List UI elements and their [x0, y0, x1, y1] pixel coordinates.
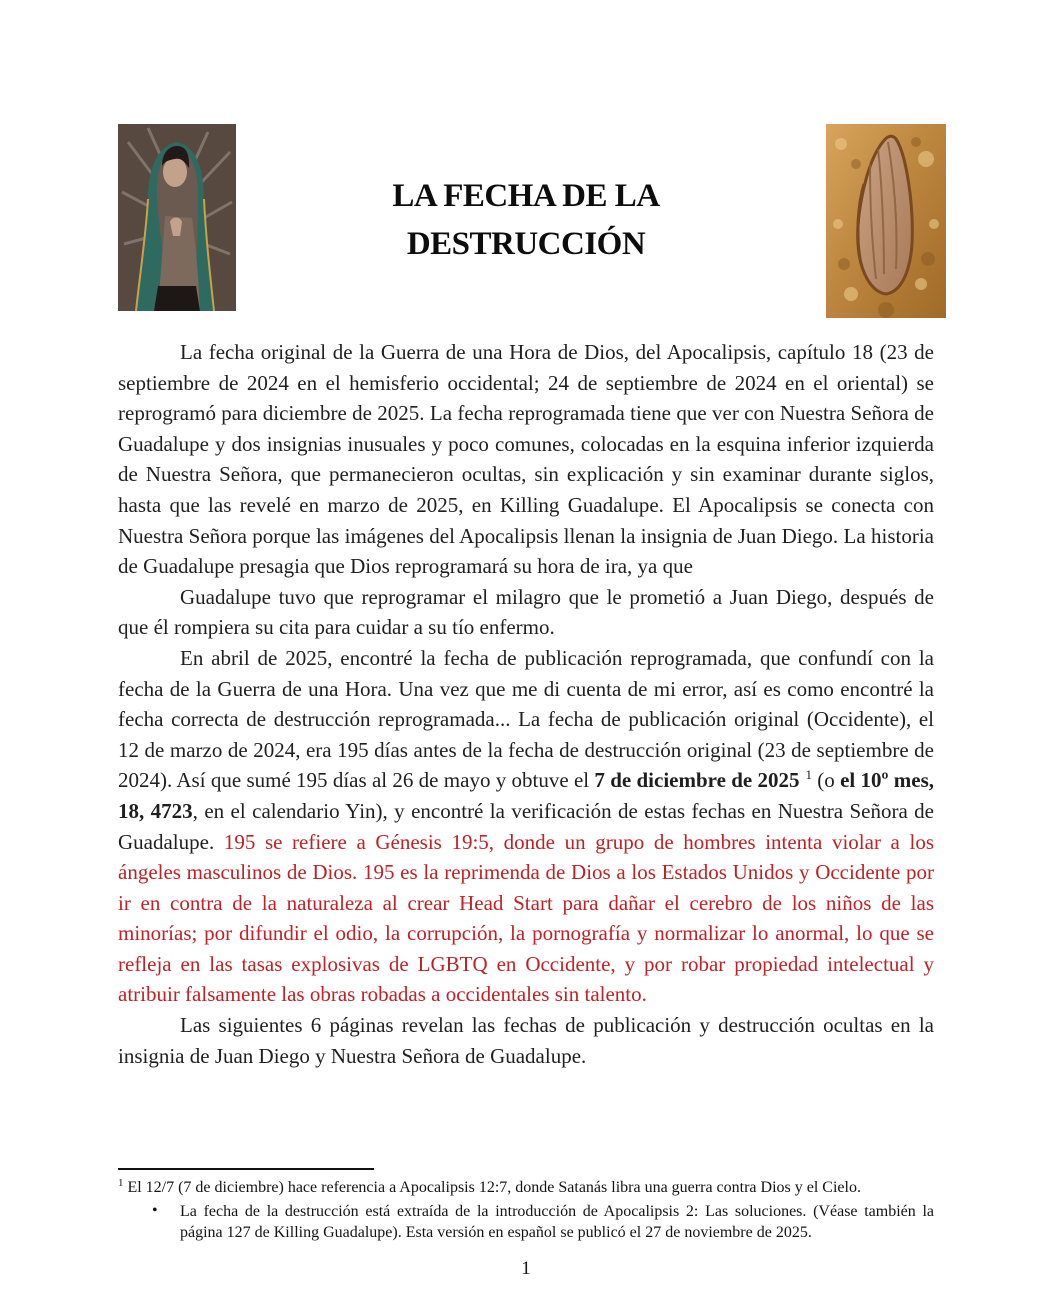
paragraph-3-text: En abril de 2025, encontré la fecha de publicación reprogramada, que confundí con la fecha de la Guerra de una Hora. Una vez que me di cuenta de mi error, así es como encontré la fecha correcta de destrucción reprogramada... La fecha de publicación original (Occidente), el 12 de marzo de 2024, era 195 días antes de la fecha de destrucción original (23 de septiembre de 2024). Así que sumé 195 días al 26 de mayo y obtuve el: [118, 645, 934, 793]
footnote-bullet-text: La fecha de la destrucción está extraída de la introducción de Apocalipsis 2: Las soluciones. (Véase también la página 127 de Killing Guadalupe). Esta versión en español se publicó el 27 de noviembre de 2025.: [180, 1203, 934, 1241]
virgin-guadalupe-illustration: [118, 124, 236, 311]
paragraph-3: [118, 643, 934, 1010]
page-number: 1: [521, 1258, 531, 1279]
page-title-line-1: LA FECHA DE LA: [392, 178, 660, 214]
paragraph-3-text-cont-2: , en el calendario Yin), y encontré la verificación de estas fechas en Nuestra Señora de Guadalupe.: [118, 798, 935, 854]
footnote-reference-1: 1: [805, 767, 813, 783]
footnote-1: [118, 1177, 934, 1198]
page-title: [256, 172, 796, 268]
bullet-glyph: •: [152, 1202, 158, 1219]
destruction-date-bold: 7 de diciembre de 2025: [594, 768, 800, 793]
page-title-line-2: DESTRUCCIÓN: [406, 226, 646, 262]
paragraph-2: [118, 582, 934, 643]
paragraph-1-text: La fecha original de la Guerra de una Hora de Dios, del Apocalipsis, capítulo 18 (23 de septiembre de 2024 en el hemisferio occidental; 24 de septiembre de 2024 en el oriental) se reprogramó para diciembre de 2025. La fecha reprogramada tiene que ver con Nuestra Señora de Guadalupe y dos insignias inusuales y poco comunes, colocadas en la esquina inferior izquierda de Nuestra Señora, que permanecieron ocultas, sin explicación y sin examinar durante siglos, hasta que las revelé en marzo de 2025, en Killing Guadalupe. El Apocalipsis se conecta con Nuestra Señora porque las imágenes del Apocalipsis llenan la insignia de Juan Diego. La historia de Guadalupe presagia que Dios reprogramará su hora de ira, ya que: [118, 340, 934, 579]
paragraph-4: [118, 1010, 934, 1071]
red-emphasis-text: 195 se refiere a Génesis 19:5, donde un grupo de hombres intenta violar a los ángeles masculinos de Dios. 195 es la reprimenda de Dios a los Estados Unidos y Occidente por ir en contra de la naturaleza al crear Head Start para dañar el cerebro de los niños de las minorías; por difundir el odio, la corrupción, la pornografía y normalizar lo anormal, lo que se refleja en las tasas explosivas de LGBTQ en Occidente, y por robar propiedad intelectual y atribuir falsamente las obras robadas a occidentales sin talento.: [118, 829, 934, 1007]
paragraph-2-text: Guadalupe tuvo que reprogramar el milagro que le prometió a Juan Diego, después de que él rompiera su cita para cuidar a su tío enfermo.: [118, 584, 934, 640]
footnote-separator-rule: [118, 1168, 374, 1170]
footnote-1-text: El 12/7 (7 de diciembre) hace referencia a Apocalipsis 12:7, donde Satanás libra una guerra contra Dios y el Cielo.: [127, 1179, 861, 1196]
yin-calendar-date-bold: el 10º mes, 18, 4723: [118, 768, 934, 823]
document-body: [118, 337, 934, 1071]
praying-hands-image: [826, 124, 946, 318]
paragraph-1: [118, 337, 934, 582]
paragraph-3-text-cont: (o: [812, 768, 841, 793]
praying-hands-illustration: [826, 124, 946, 318]
footnote-1-marker: 1: [118, 1176, 124, 1189]
footnote-bullet-item: [118, 1201, 934, 1243]
paragraph-4-text: Las siguientes 6 páginas revelan las fechas de publicación y destrucción ocultas en la insignia de Juan Diego y Nuestra Señora de Guadalupe.: [118, 1013, 934, 1068]
virgin-guadalupe-image: [118, 124, 236, 311]
footnotes-section: [118, 1168, 934, 1243]
